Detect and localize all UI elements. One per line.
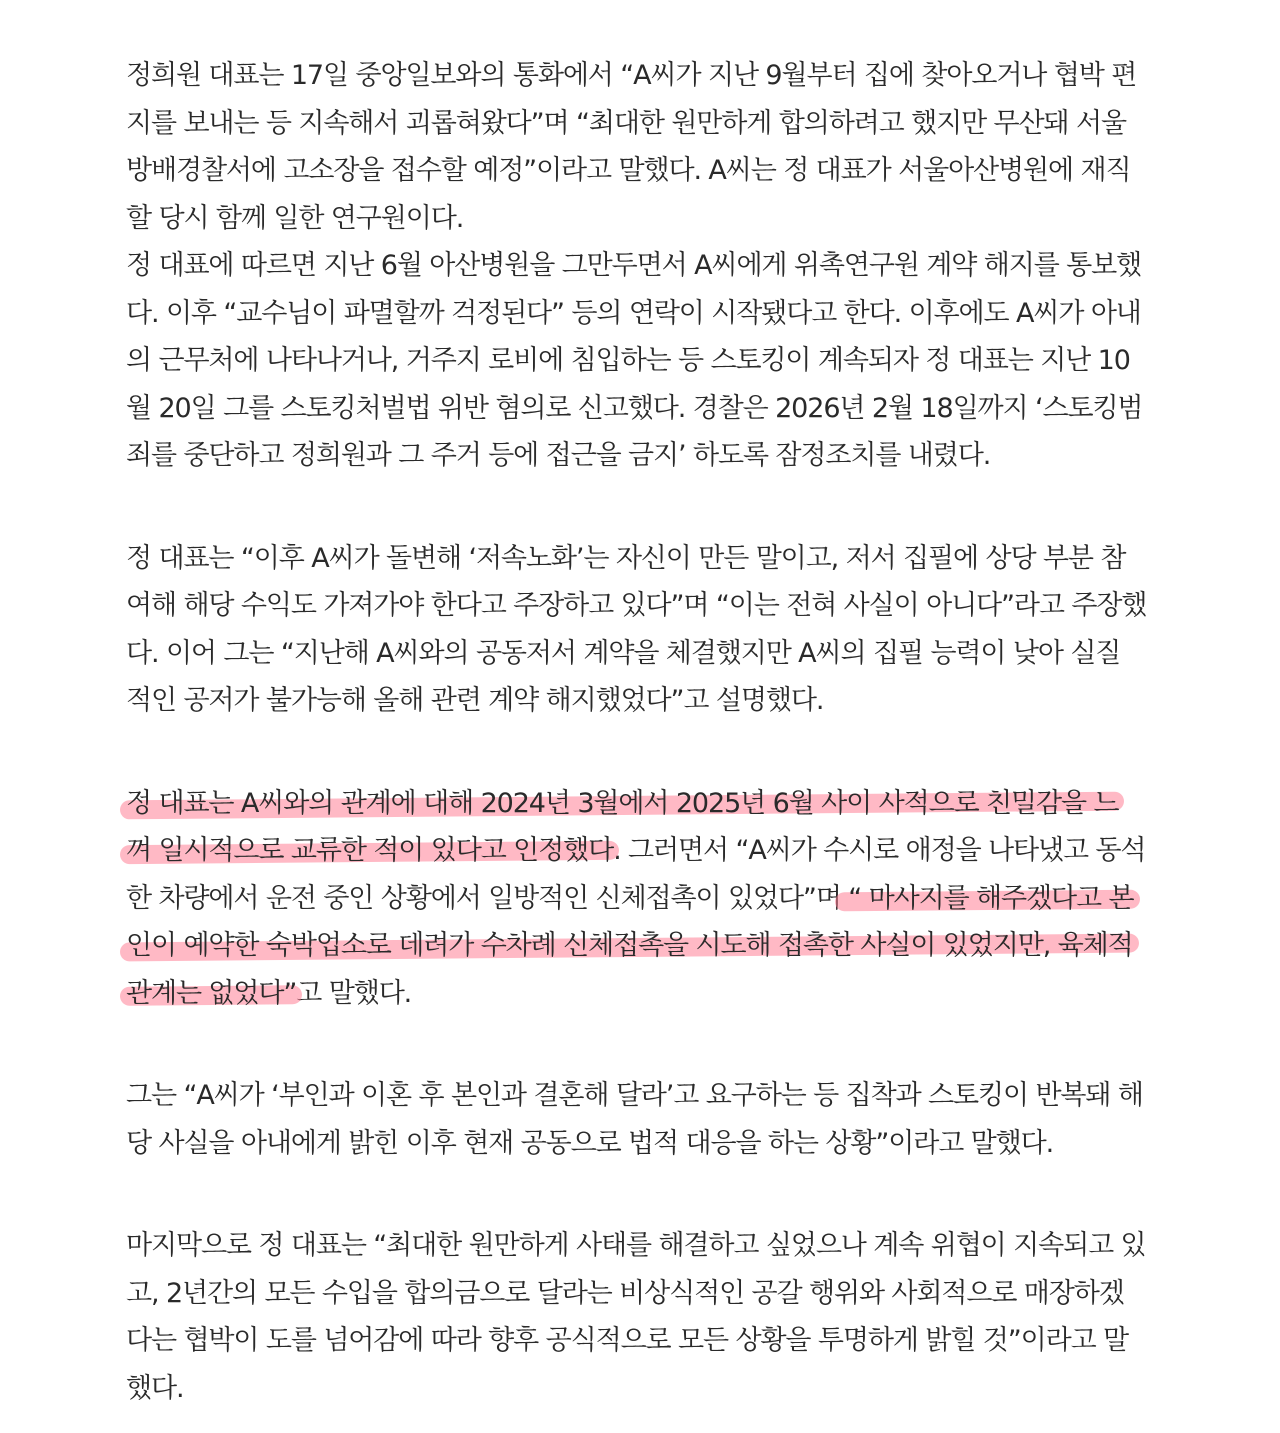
highlight-mark: 인이 예약한 숙박업소로 데려가 수차례 신체접촉을 시도해 접촉한 사실이 있었지만, 육체적 <box>126 930 1133 961</box>
text-line: 했다. <box>126 1372 184 1404</box>
text-line: 할 당시 함께 일한 연구원이다. <box>126 202 464 234</box>
text-line: 적인 공저가 불가능해 올해 관련 계약 해지했었다”고 설명했다. <box>126 685 824 716</box>
text-line: 방배경찰서에 고소장을 접수할 예정”이라고 말했다. A씨는 정 대표가 서울아산병원에 재직 <box>126 155 1131 186</box>
paragraph-1 <box>126 52 1206 480</box>
article-body <box>126 52 1206 1412</box>
text-line: 다. 이어 그는 “지난해 A씨와의 공동저서 계약을 체결했지만 A씨의 집필 능력이 낮아 실질 <box>126 637 1121 669</box>
paragraph-3-highlighted <box>126 780 1206 1018</box>
text-line: 정 대표는 “이후 A씨가 돌변해 ‘저속노화’는 자신이 만든 말이고, 저서 집필에 상당 부분 참 <box>126 542 1126 574</box>
paragraph-spacer <box>126 480 1206 535</box>
text-line <box>126 827 1206 875</box>
text-line <box>126 970 1206 1018</box>
text-line: 정희원 대표는 17일 중앙일보와의 통화에서 “A씨가 지난 9월부터 집에 찾아오거나 협박 편 <box>126 60 1137 91</box>
paragraph-2 <box>126 535 1206 725</box>
text-line: 다. 이후 “교수님이 파멸할까 걱정된다” 등의 연락이 시작됐다고 한다. 이후에도 A씨가 아내 <box>126 297 1141 329</box>
highlight-mark: “ 마사지를 해주겠다고 본 <box>840 882 1134 914</box>
highlight-mark: 정 대표는 A씨와의 관계에 대해 2024년 3월에서 2025년 6월 사이 사적으로 친밀감을 느 <box>126 787 1119 819</box>
text-line <box>126 780 1206 828</box>
text-line: 고, 2년간의 모든 수입을 합의금으로 달라는 비상식적인 공갈 행위와 사회적으로 매장하겠 <box>126 1277 1124 1309</box>
paragraph-5 <box>126 1222 1206 1412</box>
plain-text: 한 차량에서 운전 중인 상황에서 일방적인 신체접촉이 있었다”며 <box>126 882 841 914</box>
highlight-mark: 껴 일시적으로 교류한 적이 있다고 인정했다 <box>126 835 614 866</box>
text-line: 다는 협박이 도를 넘어감에 따라 향후 공식적으로 모든 상황을 투명하게 밝힐 것”이라고 말 <box>126 1325 1129 1356</box>
paragraph-spacer <box>126 1167 1206 1222</box>
text-line: 죄를 중단하고 정희원과 그 주거 등에 접근을 금지’ 하도록 잠정조치를 내렸다. <box>126 440 991 471</box>
text-line: 당 사실을 아내에게 밝힌 이후 현재 공동으로 법적 대응을 하는 상황”이라고 말했다. <box>126 1127 1054 1159</box>
text-line: 정 대표에 따르면 지난 6월 아산병원을 그만두면서 A씨에게 위촉연구원 계약 해지를 통보했 <box>126 250 1142 281</box>
paragraph-spacer <box>126 1017 1206 1072</box>
paragraph-4 <box>126 1072 1206 1167</box>
text-line: 월 20일 그를 스토킹처벌법 위반 혐의로 신고했다. 경찰은 2026년 2월 18일까지 ‘스토킹범 <box>126 392 1143 424</box>
text-line <box>126 875 1206 923</box>
plain-text: . 그러면서 “A씨가 수시로 애정을 나타냈고 동석 <box>613 835 1146 866</box>
text-line: 마지막으로 정 대표는 “최대한 원만하게 사태를 해결하고 싶었으나 계속 위협이 지속되고 있 <box>126 1230 1146 1261</box>
text-line: 의 근무처에 나타나거나, 거주지 로비에 침입하는 등 스토킹이 계속되자 정 대표는 지난 10 <box>126 345 1130 376</box>
text-line: 여해 해당 수익도 가져가야 한다고 주장하고 있다”며 “이는 전혀 사실이 아니다”라고 주장했 <box>126 590 1147 621</box>
plain-text: 고 말했다. <box>296 977 412 1009</box>
text-line <box>126 922 1206 970</box>
text-line: 그는 “A씨가 ‘부인과 이혼 후 본인과 결혼해 달라’고 요구하는 등 집착과 스토킹이 반복돼 해 <box>126 1080 1143 1111</box>
highlight-mark: 관계는 없었다” <box>126 977 297 1009</box>
text-line: 지를 보내는 등 지속해서 괴롭혀왔다”며 “최대한 원만하게 합의하려고 했지만 무산돼 서울 <box>126 107 1126 139</box>
paragraph-spacer <box>126 725 1206 780</box>
